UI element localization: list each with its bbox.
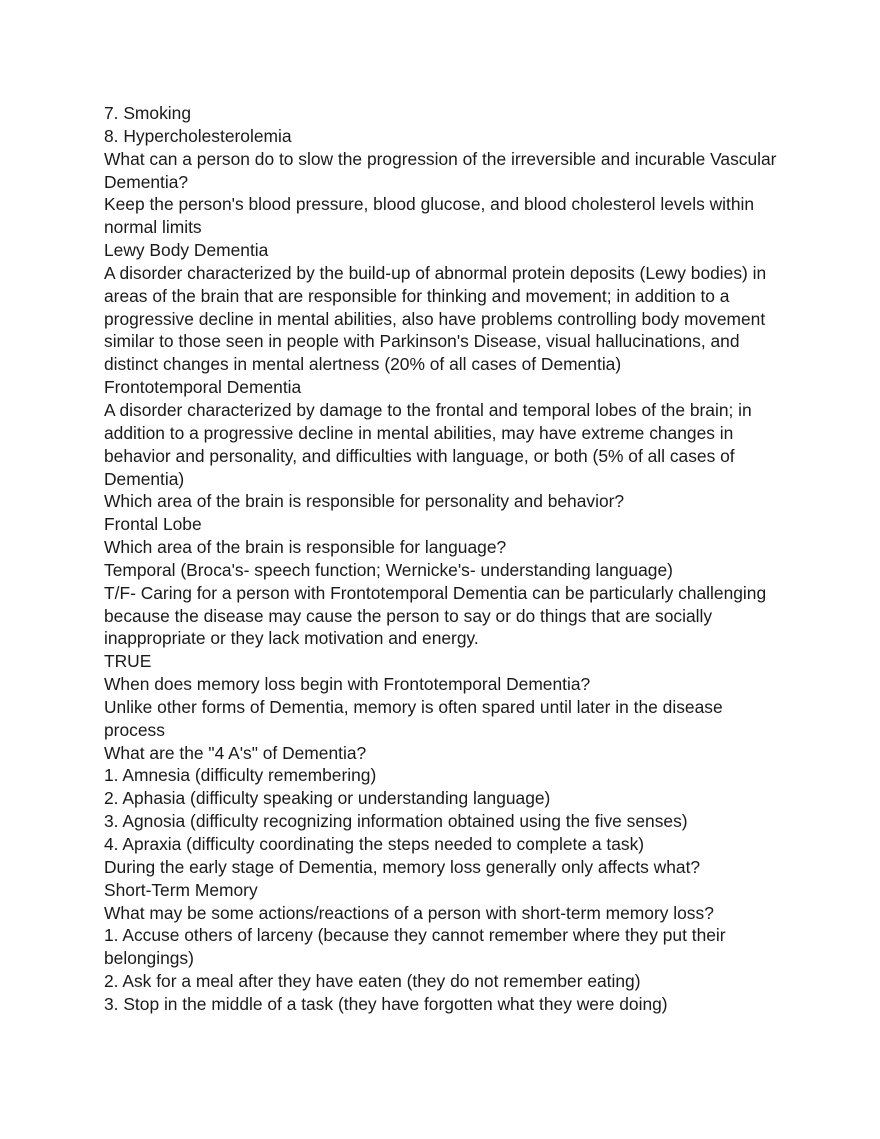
answer-temporal: Temporal (Broca's- speech function; Wernicke's- understanding language) xyxy=(104,559,673,580)
answer-frontal-lobe: Frontal Lobe xyxy=(104,514,202,535)
term-lewy-body-dementia: Lewy Body Dementia xyxy=(104,240,269,261)
list-item-accuse-larceny: 1. Accuse others of larceny (because they cannot remember where they put their belongings) xyxy=(104,925,726,969)
list-item-smoking: 7. Smoking xyxy=(104,103,191,123)
question-memory-loss-ftd: When does memory loss begin with Frontotemporal Dementia? xyxy=(104,674,591,695)
list-item-aphasia: 2. Aphasia (difficulty speaking or understanding language) xyxy=(104,788,551,809)
question-language-area: Which area of the brain is responsible for language? xyxy=(104,537,507,558)
list-item-hypercholesterolemia: 8. Hypercholesterolemia xyxy=(104,125,292,146)
definition-lewy-body-dementia: A disorder characterized by the build-up of abnormal protein deposits (Lewy bodies) in areas of the brain that are responsible for thinking and movement; in addition to a progressive decline in mental abilities, also have problems controlling body movement similar to those seen in people with Parkinson's Disease, visual hallucinations, and distinct changes in mental alertness (20% of all cases of Dementia) xyxy=(104,262,767,375)
question-four-as: What are the "4 A's" of Dementia? xyxy=(104,742,367,763)
list-item-ask-for-meal: 2. Ask for a meal after they have eaten (they do not remember eating) xyxy=(104,971,641,992)
definition-frontotemporal-dementia: A disorder characterized by damage to the frontal and temporal lobes of the brain; in addition to a progressive decline in mental abilities, may have extreme changes in behavior and personality, and difficulties with language, or both (5% of all cases of Dementia) xyxy=(104,399,752,489)
list-item-stop-task: 3. Stop in the middle of a task (they have forgotten what they were doing) xyxy=(104,993,668,1014)
list-item-apraxia: 4. Apraxia (difficulty coordinating the steps needed to complete a task) xyxy=(104,834,645,854)
answer-memory-loss-ftd: Unlike other forms of Dementia, memory is often spared until later in the disease process xyxy=(104,696,723,740)
question-vascular-dementia: What can a person do to slow the progression of the irreversible and incurable Vascular Dementia? xyxy=(104,148,777,192)
list-item-amnesia: 1. Amnesia (difficulty remembering) xyxy=(104,765,377,786)
question-early-stage: During the early stage of Dementia, memory loss generally only affects what? xyxy=(104,856,701,877)
list-item-agnosia: 3. Agnosia (difficulty recognizing information obtained using the five senses) xyxy=(104,811,688,832)
question-personality-behavior: Which area of the brain is responsible for personality and behavior? xyxy=(104,491,625,512)
question-true-false: T/F- Caring for a person with Frontotemporal Dementia can be particularly challenging because the disease may cause the person to say or do things that are socially inappropriate or they lack motivation and energy. xyxy=(104,582,767,649)
question-short-term-actions: What may be some actions/reactions of a person with short-term memory loss? xyxy=(104,902,714,923)
term-frontotemporal-dementia: Frontotemporal Dementia xyxy=(104,377,302,398)
document-body xyxy=(104,102,784,1016)
answer-true: TRUE xyxy=(104,651,152,672)
answer-short-term-memory: Short-Term Memory xyxy=(104,879,258,900)
answer-vascular-dementia: Keep the person's blood pressure, blood glucose, and blood cholesterol levels within normal limits xyxy=(104,194,755,238)
